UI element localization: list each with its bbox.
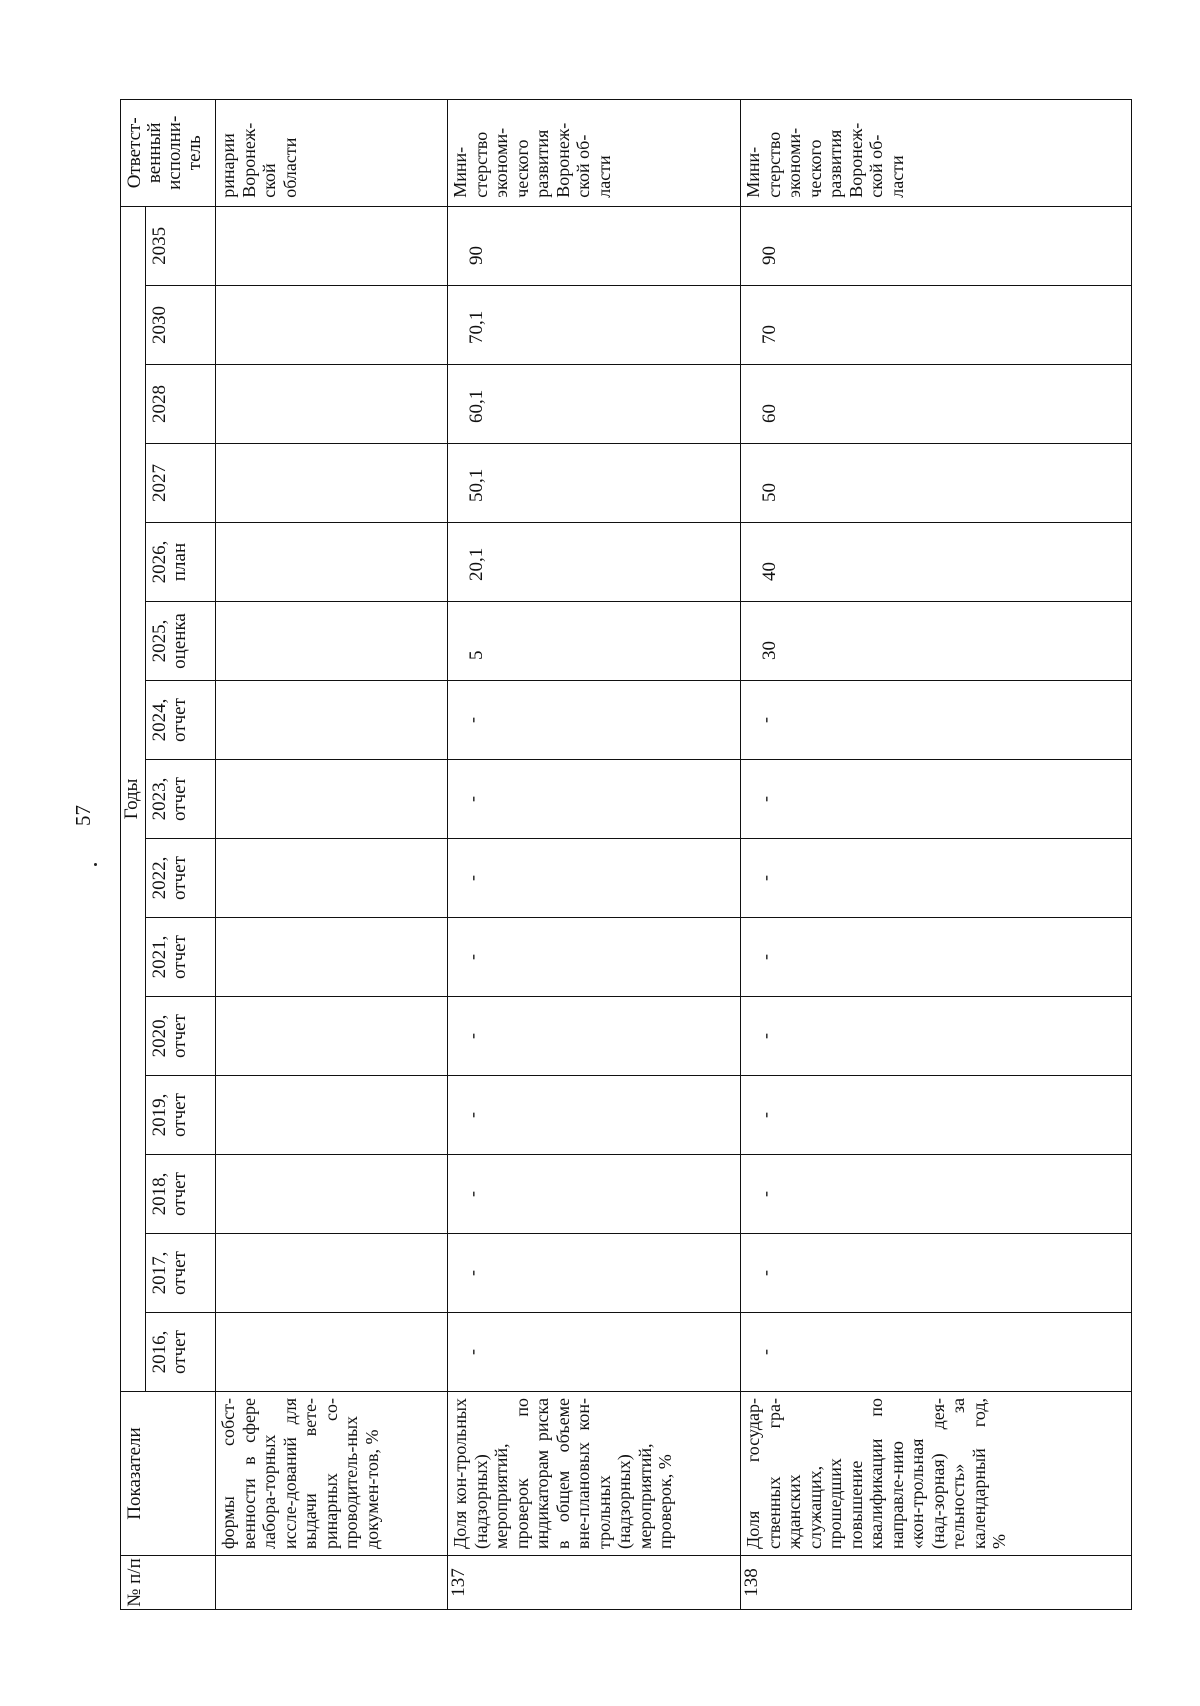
row-number: 138 <box>741 1556 1132 1610</box>
year-header: 2022, отчет <box>146 839 216 918</box>
header-responsible: Ответст-венный исполни-тель <box>121 99 216 206</box>
responsible-executor: Мини-стерство экономи-ческого развития Воронеж-ской об-ласти <box>448 99 741 206</box>
value-cell: 70,1 <box>448 286 741 365</box>
header-indicators: Показатели <box>121 1392 216 1556</box>
value-cell: 50 <box>741 444 1132 523</box>
indicators-table <box>120 99 1132 1610</box>
page-number: 57 <box>71 805 95 826</box>
value-cell <box>216 523 448 602</box>
table-row <box>216 99 448 1609</box>
value-cell <box>216 286 448 365</box>
header-years: Годы <box>121 206 146 1391</box>
value-cell: - <box>448 760 741 839</box>
value-cell: 60,1 <box>448 365 741 444</box>
year-header: 2017, отчет <box>146 1234 216 1313</box>
indicator-text: Доля государ-ственных гра-жданских служащих, прошедших повышение квалификации по направле-нию «кон-трольная (над-зорная) дея-тельность» за календарный год, % <box>741 1392 1132 1556</box>
value-cell <box>216 1313 448 1392</box>
value-cell: 90 <box>741 206 1132 285</box>
scan-speck <box>94 863 97 866</box>
rotated-table-canvas <box>120 100 1130 1610</box>
responsible-executor: ринарии Воронеж-ской области <box>216 99 448 206</box>
value-cell <box>216 918 448 997</box>
year-header: 2024, отчет <box>146 681 216 760</box>
value-cell: - <box>448 1313 741 1392</box>
value-cell: 5 <box>448 602 741 681</box>
value-cell: - <box>448 681 741 760</box>
value-cell: 40 <box>741 523 1132 602</box>
value-cell: - <box>741 1076 1132 1155</box>
year-header: 2019, отчет <box>146 1076 216 1155</box>
value-cell <box>216 760 448 839</box>
value-cell: - <box>741 1155 1132 1234</box>
value-cell <box>216 997 448 1076</box>
years-header-row <box>146 99 216 1609</box>
row-number <box>216 1556 448 1610</box>
value-cell: - <box>741 918 1132 997</box>
header-num: № п/п <box>121 1556 216 1610</box>
value-cell <box>216 839 448 918</box>
value-cell: - <box>741 839 1132 918</box>
indicator-text: Доля кон-трольных (надзорных) мероприятий, проверок по индикаторам риска в общем объеме вне-плановых кон-трольных (надзорных) мероприятий, проверок, % <box>448 1392 741 1556</box>
year-header: 2026, план <box>146 523 216 602</box>
value-cell <box>216 365 448 444</box>
value-cell: - <box>741 997 1132 1076</box>
indicator-text: формы собст-венности в сфере лабора-торных иссле-дований для выдачи вете-ринарных со-проводитель-ных докумен-тов, % <box>216 1392 448 1556</box>
year-header: 2025, оценка <box>146 602 216 681</box>
value-cell <box>216 1155 448 1234</box>
value-cell: 70 <box>741 286 1132 365</box>
table-row <box>741 99 1132 1609</box>
value-cell <box>216 444 448 523</box>
value-cell: 20,1 <box>448 523 741 602</box>
value-cell: - <box>448 997 741 1076</box>
value-cell: 30 <box>741 602 1132 681</box>
value-cell: 90 <box>448 206 741 285</box>
value-cell: - <box>741 681 1132 760</box>
value-cell: - <box>741 760 1132 839</box>
value-cell: 60 <box>741 365 1132 444</box>
value-cell: - <box>448 1155 741 1234</box>
value-cell: - <box>741 1234 1132 1313</box>
value-cell <box>216 602 448 681</box>
value-cell <box>216 1234 448 1313</box>
year-header: 2027 <box>146 444 216 523</box>
table-row <box>448 99 741 1609</box>
value-cell: - <box>448 1234 741 1313</box>
year-header: 2020, отчет <box>146 997 216 1076</box>
value-cell <box>216 681 448 760</box>
responsible-executor: Мини-стерство экономи-ческого развития Воронеж-ской об-ласти <box>741 99 1132 206</box>
value-cell <box>216 1076 448 1155</box>
value-cell: - <box>448 1076 741 1155</box>
row-number: 137 <box>448 1556 741 1610</box>
year-header: 2016, отчет <box>146 1313 216 1392</box>
value-cell: 50,1 <box>448 444 741 523</box>
year-header: 2035 <box>146 206 216 285</box>
value-cell: - <box>448 918 741 997</box>
year-header: 2021, отчет <box>146 918 216 997</box>
year-header: 2030 <box>146 286 216 365</box>
value-cell: - <box>448 839 741 918</box>
year-header: 2018, отчет <box>146 1155 216 1234</box>
year-header: 2028 <box>146 365 216 444</box>
value-cell <box>216 206 448 285</box>
value-cell: - <box>741 1313 1132 1392</box>
year-header: 2023, отчет <box>146 760 216 839</box>
